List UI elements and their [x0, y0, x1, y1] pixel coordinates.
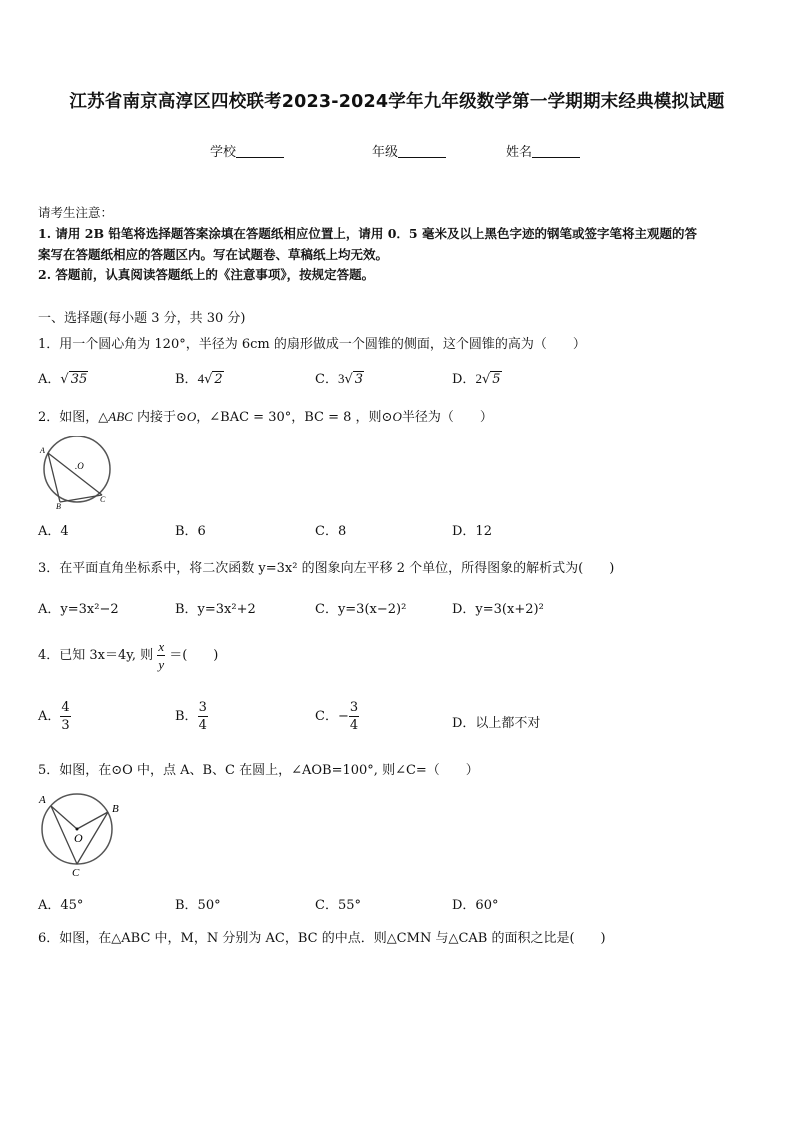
section-heading: 一、选择题(每小题 3 分，共 30 分): [38, 311, 246, 326]
q3-option-c: C．y=3(x−2)²: [315, 602, 407, 617]
q4-stem: 4．已知 3x＝4y, 则 $\frac{x}{y}$ ＝( ): [38, 639, 219, 672]
notice-line-3: 2. 答题前，认真阅读答题纸上的《注意事项》，按规定答题。: [38, 267, 375, 282]
q1-option-d: D．2√ 5: [452, 371, 501, 387]
q6-stem: 6．如图，在△ABC 中，M，N 分别为 AC，BC 的中点．则△CMN 与△CAB 的面积之比是( ): [38, 931, 606, 946]
q5-option-d: D．60°: [452, 898, 499, 913]
q5-label-b: B: [112, 803, 119, 815]
q3-option-b: B．y=3x²+2: [175, 602, 256, 617]
q4-stem-fraction: $\frac{x}{y}$: [158, 639, 165, 672]
q5-circle-figure: [36, 792, 128, 878]
q5-option-c: C．55°: [315, 898, 361, 913]
notice-line-2: 案写在答题纸相应的答题区内。写在试题卷、草稿纸上均无效。: [38, 247, 389, 262]
q3-option-a: A．y=3x²−2: [38, 602, 119, 617]
page-title: 江苏省南京高淳区四校联考2023-2024学年九年级数学第一学期期末经典模拟试题: [69, 92, 725, 112]
q4-option-c: C．− $\frac{3}{4}$: [315, 700, 359, 733]
q5-label-c: C: [72, 867, 80, 878]
q2-label-o: .O: [75, 461, 84, 471]
q2-stem: 2．如图，△ABC 内接于⊙O，∠BAC = 30°，BC = 8 ，则⊙O半径为（ ）: [38, 409, 493, 425]
q2-option-b: B．6: [175, 524, 206, 539]
q1-option-a: A．√ 35: [38, 372, 88, 387]
q2-option-a: A．4: [38, 524, 69, 539]
q5-option-a: A．45°: [38, 898, 84, 913]
q1-stem: 1．用一个圆心角为 120°，半径为 6cm 的扇形做成一个圆锥的侧面，这个圆锥的高为（ ）: [38, 337, 586, 352]
school-blank: [236, 144, 284, 158]
name-blank: [532, 144, 580, 158]
q4-option-b: B． $\frac{3}{4}$: [175, 700, 207, 733]
grade-label: 年级: [372, 145, 399, 160]
q5-label-o: O: [74, 831, 83, 845]
q5-label-a: A: [39, 794, 46, 806]
school-field: [210, 141, 284, 160]
q2-option-c: C．8: [315, 524, 347, 539]
q4-option-a: A． $\frac{4}{3}$: [38, 700, 70, 733]
grade-blank: [398, 144, 446, 158]
q2-option-d: D．12: [452, 524, 492, 539]
q1-b-radicand: 2: [214, 372, 223, 387]
name-label: 姓名: [506, 145, 533, 160]
school-label: 学校: [210, 145, 237, 160]
q1-c-radicand: 3: [354, 372, 364, 387]
q2-circle-figure: [36, 436, 120, 510]
q1-d-radicand: 5: [492, 372, 501, 387]
grade-field: [372, 141, 446, 160]
q5-radius-oa: [51, 806, 77, 829]
notice-heading: 请考生注意：: [38, 205, 114, 220]
q1-a-radicand: 35: [70, 372, 88, 387]
name-field: [506, 141, 580, 160]
q5-stem: 5．如图，在⊙O 中，点 A、B、C 在圆上，∠AOB=100°, 则∠C=（ ）: [38, 763, 479, 778]
q2-side-bc: [60, 495, 102, 502]
notice-line-1: 1. 请用 2B 铅笔将选择题答案涂填在答题纸相应位置上，请用 0．5 毫米及以上黑色字迹的钢笔或签字笔将主观题的答: [38, 226, 697, 241]
q2-label-c: C: [100, 495, 106, 504]
q4-option-d: D．以上都不对: [452, 716, 541, 731]
q3-stem: 3．在平面直角坐标系中，将二次函数 y=3x² 的图象向左平移 2 个单位，所得图象的解析式为( ): [38, 561, 615, 576]
q1-option-b: B．4√ 2: [175, 371, 223, 387]
q1-option-c: C．3√ 3: [315, 371, 364, 387]
q3-option-d: D．y=3(x+2)²: [452, 602, 544, 617]
q2-label-b: B: [56, 502, 61, 510]
q2-label-a: A: [40, 446, 45, 455]
q5-option-b: B．50°: [175, 898, 221, 913]
